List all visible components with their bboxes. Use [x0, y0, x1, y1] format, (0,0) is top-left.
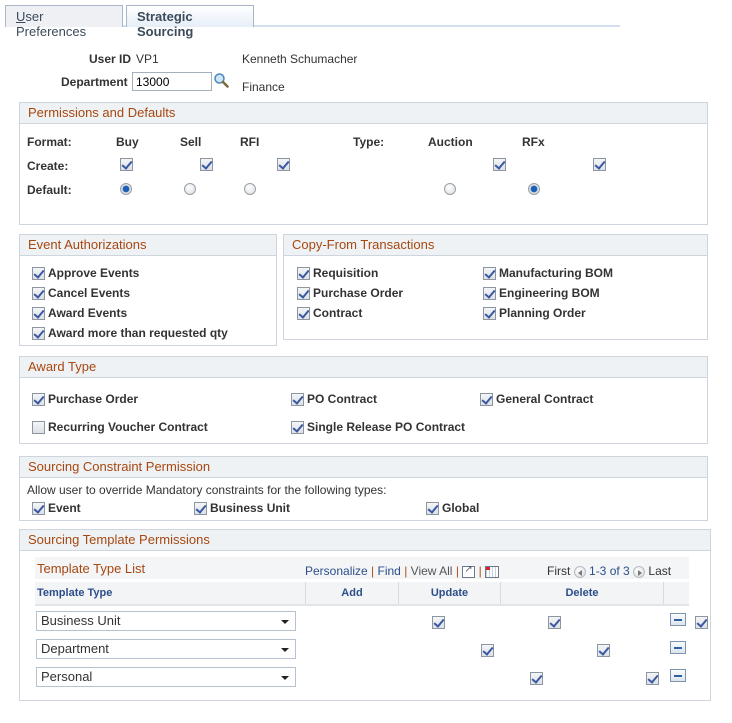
award-recurring-voucher-checkbox[interactable]: Recurring Voucher Contract [32, 420, 208, 434]
checkbox-icon[interactable] [291, 393, 304, 406]
user-name: Kenneth Schumacher [242, 52, 358, 66]
copy-planning-order-checkbox[interactable]: Planning Order [483, 306, 586, 320]
checkbox-icon[interactable] [32, 502, 45, 515]
previous-row-icon[interactable] [574, 566, 586, 578]
department-name: Finance [242, 80, 285, 94]
chevron-down-icon [281, 648, 289, 652]
grid-header-row [35, 582, 689, 606]
default-rfi-radio[interactable] [244, 183, 256, 195]
format-col-rfi: RFI [240, 135, 260, 149]
department-input[interactable] [132, 72, 212, 91]
tab-user-preferences[interactable]: User Preferences [5, 5, 123, 27]
checkbox-icon[interactable] [32, 393, 45, 406]
group-header: Sourcing Constraint Permission [20, 457, 707, 478]
copy-manufacturing-bom-checkbox[interactable]: Manufacturing BOM [483, 266, 613, 280]
first-label: First [547, 564, 571, 578]
next-row-icon[interactable] [633, 566, 645, 578]
col-update[interactable]: Update [399, 582, 501, 604]
template-type-select[interactable]: Department [36, 639, 296, 659]
col-add[interactable]: Add [306, 582, 399, 604]
type-col-auction: Auction [428, 135, 473, 149]
create-sell-checkbox[interactable] [200, 158, 213, 171]
checkbox-icon[interactable] [297, 287, 310, 300]
find-link[interactable]: Find [377, 564, 401, 578]
group-header: Sourcing Template Permissions [20, 530, 710, 551]
group-header: Event Authorizations [20, 235, 276, 256]
default-auction-radio[interactable] [444, 183, 456, 195]
checkbox-icon[interactable] [483, 267, 496, 280]
format-col-buy: Buy [116, 135, 139, 149]
checkbox-icon[interactable] [32, 421, 45, 434]
format-label: Format: [27, 135, 72, 149]
checkbox-icon[interactable] [297, 307, 310, 320]
new-window-icon[interactable] [462, 566, 475, 578]
constraint-event-checkbox[interactable]: Event [32, 501, 81, 515]
chevron-down-icon [281, 676, 289, 680]
department-label: Department [61, 75, 128, 89]
checkbox-icon[interactable] [32, 267, 45, 280]
delete-row-button[interactable] [670, 613, 686, 626]
award-more-checkbox[interactable]: Award more than requested qty [32, 326, 228, 340]
row-update-checkbox[interactable] [597, 644, 610, 657]
award-purchase-order-checkbox[interactable]: Purchase Order [32, 392, 138, 406]
grid-pager [547, 564, 671, 578]
row-add-checkbox[interactable] [530, 672, 543, 685]
create-label: Create: [27, 159, 69, 173]
template-type-select[interactable]: Personal [36, 667, 296, 687]
grid-toolbar: Personalize | Find | View All | ↗ | [305, 564, 499, 578]
col-delete[interactable]: Delete [501, 582, 664, 604]
view-all-link[interactable]: View All [410, 564, 453, 578]
type-col-rfx: RFx [522, 135, 545, 149]
constraint-global-checkbox[interactable]: Global [426, 501, 479, 515]
checkbox-icon[interactable] [426, 502, 439, 515]
checkbox-icon[interactable] [297, 267, 310, 280]
grid-title: Template Type List [37, 561, 146, 576]
default-sell-radio[interactable] [184, 183, 196, 195]
type-label: Type: [353, 135, 385, 149]
copy-purchase-order-checkbox[interactable]: Purchase Order [297, 286, 403, 300]
row-add-checkbox[interactable] [481, 644, 494, 657]
default-label: Default: [27, 183, 72, 197]
copy-requisition-checkbox[interactable]: Requisition [297, 266, 378, 280]
format-col-sell: Sell [180, 135, 202, 149]
checkbox-icon[interactable] [291, 421, 304, 434]
constraint-description: Allow user to override Mandatory constraints for the following types: [27, 483, 387, 497]
row-add-checkbox[interactable] [432, 616, 445, 629]
award-events-checkbox[interactable]: Award Events [32, 306, 127, 320]
copy-contract-checkbox[interactable]: Contract [297, 306, 362, 320]
checkbox-icon[interactable] [32, 327, 45, 340]
checkbox-icon[interactable] [483, 307, 496, 320]
create-auction-checkbox[interactable] [493, 158, 506, 171]
award-po-contract-checkbox[interactable]: PO Contract [291, 392, 377, 406]
col-template-type[interactable]: Template Type [35, 582, 306, 604]
default-buy-radio[interactable] [120, 183, 132, 195]
create-rfx-checkbox[interactable] [593, 158, 606, 171]
group-header: Permissions and Defaults [20, 103, 707, 124]
user-id-label: User ID [89, 52, 132, 66]
row-update-checkbox[interactable] [646, 672, 659, 685]
cancel-events-checkbox[interactable]: Cancel Events [32, 286, 130, 300]
copy-engineering-bom-checkbox[interactable]: Engineering BOM [483, 286, 600, 300]
row-delete-checkbox[interactable] [695, 616, 708, 629]
chevron-down-icon [281, 620, 289, 624]
create-rfi-checkbox[interactable] [277, 158, 290, 171]
checkbox-icon[interactable] [32, 307, 45, 320]
row-range: 1-3 of 3 [589, 564, 630, 578]
checkbox-icon[interactable] [480, 393, 493, 406]
delete-row-button[interactable] [670, 641, 686, 654]
user-id-value: VP1 [136, 52, 159, 66]
download-spreadsheet-icon[interactable] [485, 566, 499, 578]
delete-row-button[interactable] [670, 669, 686, 682]
constraint-business-unit-checkbox[interactable]: Business Unit [194, 501, 290, 515]
default-rfx-radio[interactable] [528, 183, 540, 195]
tab-strategic-sourcing[interactable]: Strategic Sourcing [126, 5, 254, 27]
personalize-link[interactable]: Personalize [305, 564, 368, 578]
group-header: Copy-From Transactions [284, 235, 707, 256]
award-single-release-checkbox[interactable]: Single Release PO Contract [291, 420, 465, 434]
create-buy-checkbox[interactable] [120, 158, 133, 171]
last-label: Last [648, 564, 672, 578]
checkbox-icon[interactable] [194, 502, 207, 515]
checkbox-icon[interactable] [32, 287, 45, 300]
group-header: Award Type [20, 357, 707, 378]
magnifier-icon[interactable] [213, 72, 229, 88]
template-type-select[interactable]: Business Unit [36, 611, 296, 631]
award-general-contract-checkbox[interactable]: General Contract [480, 392, 593, 406]
approve-events-checkbox[interactable]: Approve Events [32, 266, 139, 280]
checkbox-icon[interactable] [483, 287, 496, 300]
row-update-checkbox[interactable] [548, 616, 561, 629]
